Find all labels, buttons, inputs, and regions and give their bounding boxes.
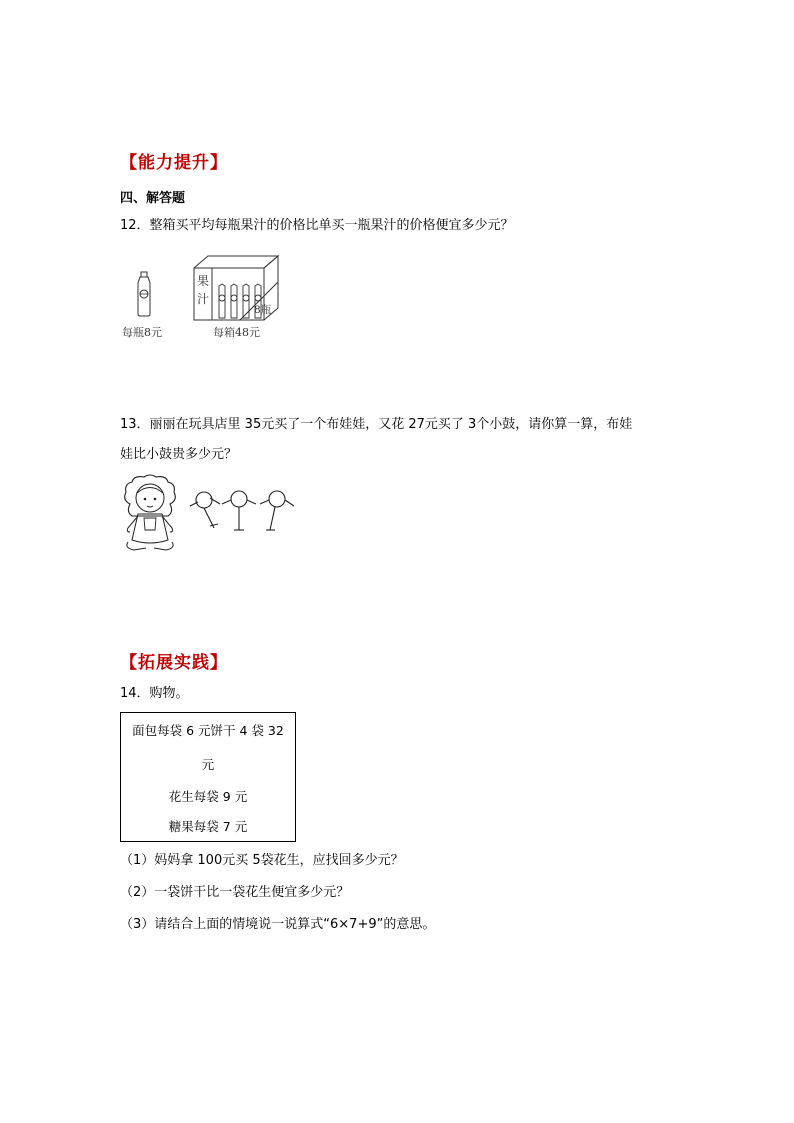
section-title-ability: 【能力提升】 [120, 153, 228, 173]
price-line-1: 面包每袋 6 元饼干 4 袋 32 [132, 723, 284, 738]
crate-label-bottom: 汁 [197, 292, 210, 306]
question-14-sub3: （3）请结合上面的情境说一说算式“6×7+9”的意思。 [120, 917, 436, 932]
crate-bottle-count: 8瓶 [254, 304, 272, 316]
juice-bottle-illustration [130, 270, 160, 320]
price-line-3: 花生每袋 9 元 [168, 789, 248, 804]
crate-price-caption: 每箱48元 [213, 326, 260, 339]
bottle-price-caption: 每瓶8元 [122, 326, 162, 339]
question-13-line2: 娃比小鼓贵多少元？ [120, 447, 238, 462]
part-heading: 四、解答题 [120, 191, 186, 206]
question-13-line1: 13．丽丽在玩具店里 35元买了一个布娃娃，又花 27元买了 3个小鼓，请你算一算，布娃 [120, 417, 633, 432]
question-14-sub2: （2）一袋饼干比一袋花生便宜多少元？ [120, 885, 350, 900]
question-14-sub1: （1）妈妈拿 100元买 5袋花生，应找回多少元？ [120, 853, 404, 868]
question-14-heading: 14．购物。 [120, 686, 189, 701]
doll-and-drums-illustration [118, 474, 298, 554]
crate-label-top: 果 [197, 274, 210, 288]
price-line-4: 糖果每袋 7 元 [168, 819, 248, 834]
question-12-text: 12．整箱买平均每瓶果汁的价格比单买一瓶果汁的价格便宜多少元？ [120, 218, 514, 233]
price-line-2: 元 [201, 757, 215, 772]
price-list-box [120, 712, 296, 842]
section-title-practice: 【拓展实践】 [120, 653, 228, 673]
